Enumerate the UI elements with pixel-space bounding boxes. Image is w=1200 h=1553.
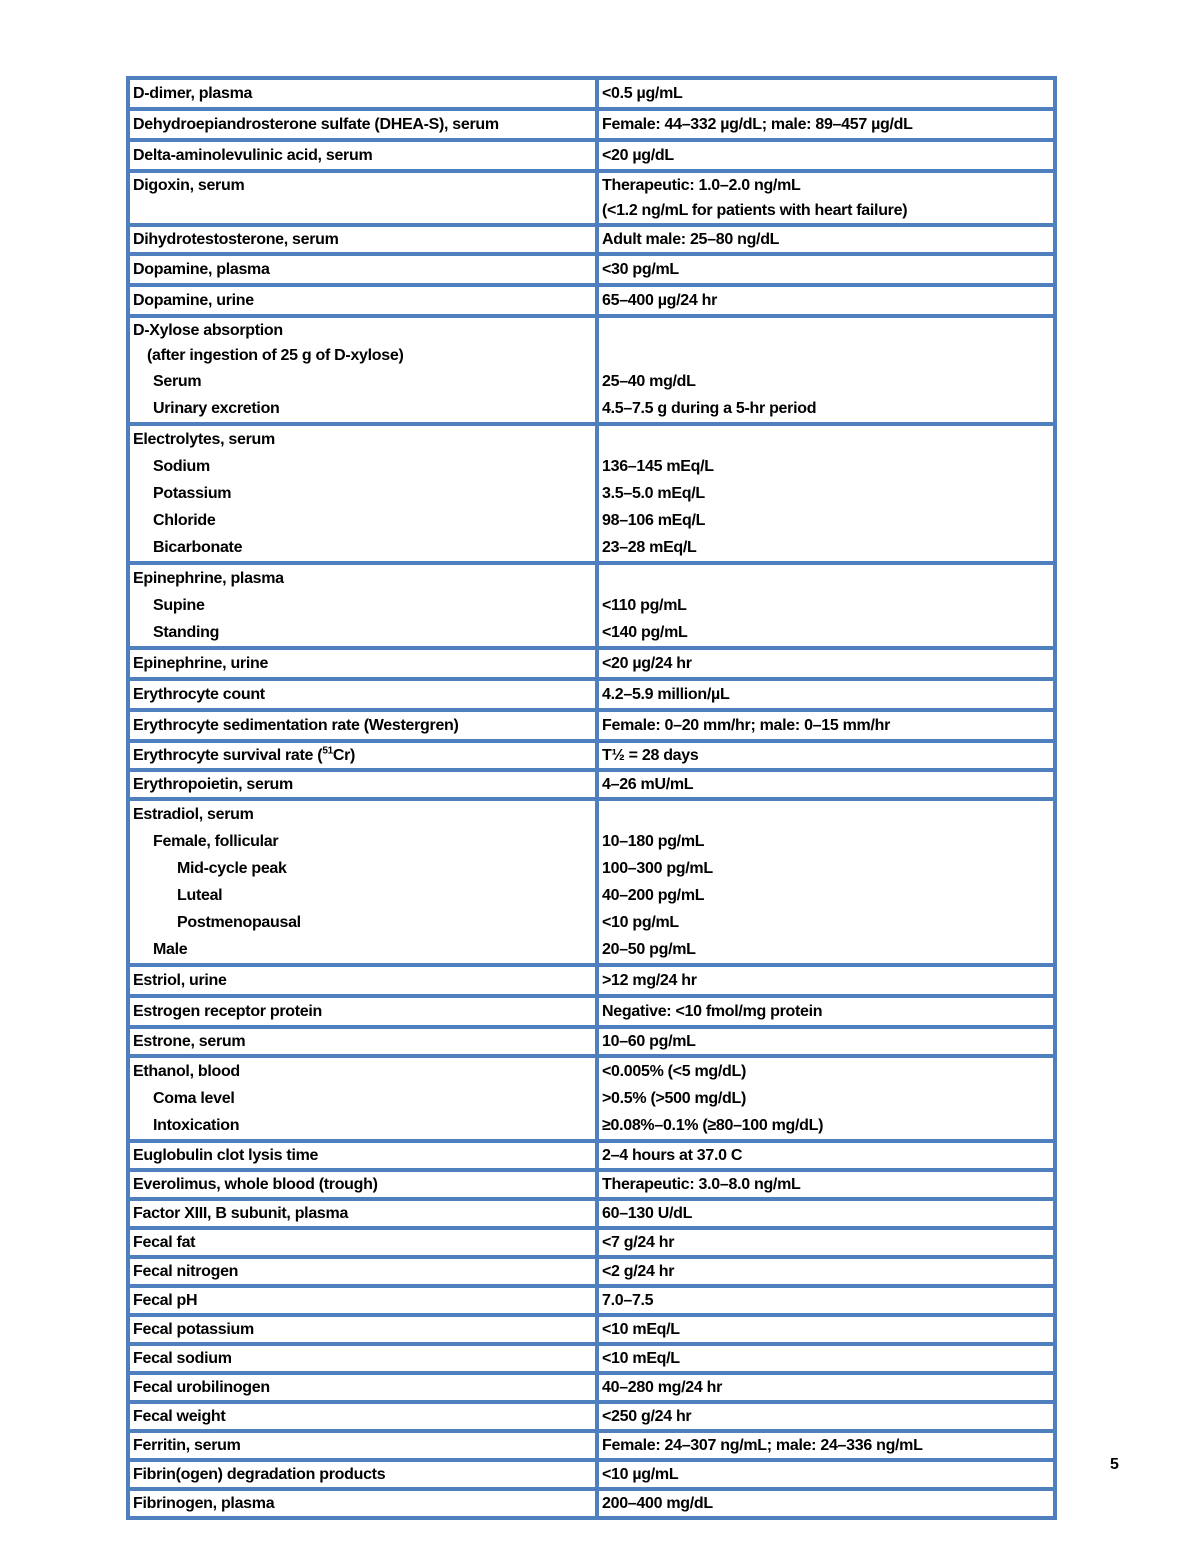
test-name-cell xyxy=(128,741,597,770)
reference-value xyxy=(602,801,1050,828)
sub-test-name: Mid-cycle peak xyxy=(177,860,287,877)
reference-value-cell xyxy=(597,424,1055,563)
table-row xyxy=(128,965,1055,996)
reference-value-cell xyxy=(597,78,1055,109)
table-row xyxy=(128,1199,1055,1228)
test-name-cell xyxy=(128,140,597,171)
reference-value: <10 mEq/L xyxy=(602,1321,680,1338)
reference-value-cell xyxy=(597,1286,1055,1315)
table-row xyxy=(128,140,1055,171)
test-name-cell xyxy=(128,1373,597,1402)
reference-value: Negative: <10 fmol/mg protein xyxy=(602,1003,823,1020)
reference-value-cell xyxy=(597,710,1055,741)
reference-value: Female: 0–20 mm/hr; male: 0–15 mm/hr xyxy=(602,717,891,734)
table-row xyxy=(128,254,1055,285)
reference-value: 23–28 mEq/L xyxy=(602,539,697,556)
reference-value: 4.5–7.5 g during a 5-hr period xyxy=(602,400,817,417)
reference-value-cell xyxy=(597,1315,1055,1344)
table-row xyxy=(128,78,1055,109)
test-name: Estrone, serum xyxy=(133,1033,246,1050)
reference-value-cell xyxy=(597,648,1055,679)
table-row xyxy=(128,1056,1055,1141)
reference-value: 65–400 µg/24 hr xyxy=(602,292,718,309)
test-name: Dopamine, plasma xyxy=(133,261,270,278)
test-name-cell xyxy=(128,78,597,109)
test-name-cell xyxy=(128,1431,597,1460)
reference-value: 136–145 mEq/L xyxy=(602,458,714,475)
test-name: Erythropoietin, serum xyxy=(133,776,293,793)
test-name: Dopamine, urine xyxy=(133,292,254,309)
test-name: Fibrinogen, plasma xyxy=(133,1495,275,1512)
reference-value: 3.5–5.0 mEq/L xyxy=(602,485,705,502)
table-row xyxy=(128,1460,1055,1489)
reference-value: 7.0–7.5 xyxy=(602,1292,654,1309)
test-name: Fecal potassium xyxy=(133,1321,254,1338)
reference-value: <20 µg/dL xyxy=(602,147,674,164)
test-name: Factor XIII, B subunit, plasma xyxy=(133,1205,349,1222)
test-name-cell xyxy=(128,710,597,741)
reference-value: ≥0.08%–0.1% (≥80–100 mg/dL) xyxy=(602,1117,824,1134)
test-name-cell xyxy=(128,424,597,563)
test-name: Fecal pH xyxy=(133,1292,198,1309)
test-name: Dehydroepiandrosterone sulfate (DHEA-S), serum xyxy=(133,116,499,133)
reference-value: <140 pg/mL xyxy=(602,624,688,641)
test-name-cell xyxy=(128,1056,597,1141)
reference-value-cell xyxy=(597,109,1055,140)
test-name: D-dimer, plasma xyxy=(133,85,253,102)
reference-value: <2 g/24 hr xyxy=(602,1263,675,1280)
test-name-cell xyxy=(128,109,597,140)
table-row xyxy=(128,1431,1055,1460)
reference-value: <7 g/24 hr xyxy=(602,1234,675,1251)
sub-test-name: Urinary excretion xyxy=(153,400,280,417)
test-name-cell xyxy=(128,1489,597,1518)
reference-value: 60–130 U/dL xyxy=(602,1205,693,1222)
test-name: Epinephrine, plasma xyxy=(133,570,284,587)
table-row xyxy=(128,1402,1055,1431)
lab-reference-table xyxy=(126,76,1057,1520)
reference-value: 20–50 pg/mL xyxy=(602,941,696,958)
reference-value: 100–300 pg/mL xyxy=(602,860,713,877)
reference-value: 40–200 pg/mL xyxy=(602,887,705,904)
reference-value-cell xyxy=(597,254,1055,285)
reference-value: 4–26 mU/mL xyxy=(602,776,694,793)
reference-value xyxy=(602,426,1050,453)
reference-value-cell xyxy=(597,285,1055,316)
sub-test-name: Serum xyxy=(153,373,202,390)
reference-value-cell xyxy=(597,1170,1055,1199)
test-name: Digoxin, serum xyxy=(133,177,245,194)
test-name: Ethanol, blood xyxy=(133,1063,240,1080)
table-row xyxy=(128,1141,1055,1170)
reference-value-cell xyxy=(597,1027,1055,1056)
reference-value: 4.2–5.9 million/µL xyxy=(602,686,730,703)
test-name: Fecal nitrogen xyxy=(133,1263,239,1280)
test-name-cell xyxy=(128,799,597,965)
reference-value: 40–280 mg/24 hr xyxy=(602,1379,723,1396)
test-name-cell xyxy=(128,1257,597,1286)
reference-value xyxy=(602,565,1050,592)
reference-value xyxy=(602,318,1050,343)
reference-value-cell xyxy=(597,316,1055,424)
test-name-continued xyxy=(133,198,592,223)
sub-test-name: Male xyxy=(153,941,188,958)
table-row xyxy=(128,996,1055,1027)
test-name: Fecal sodium xyxy=(133,1350,232,1367)
test-name: Euglobulin clot lysis time xyxy=(133,1147,319,1164)
sub-test-name: Luteal xyxy=(177,887,223,904)
test-name-cell xyxy=(128,1199,597,1228)
test-name: Estradiol, serum xyxy=(133,806,254,823)
test-name: Erythrocyte count xyxy=(133,686,265,703)
sub-test-name: Postmenopausal xyxy=(177,914,301,931)
test-name-cell xyxy=(128,1315,597,1344)
table-row xyxy=(128,563,1055,648)
sub-test-name: Potassium xyxy=(153,485,232,502)
test-name-cell xyxy=(128,1027,597,1056)
reference-value-cell xyxy=(597,1460,1055,1489)
sub-test-name: Coma level xyxy=(153,1090,235,1107)
reference-value-cell xyxy=(597,225,1055,254)
sub-test-name: Supine xyxy=(153,597,205,614)
table-row xyxy=(128,316,1055,424)
test-name: Fecal weight xyxy=(133,1408,226,1425)
reference-value: 10–180 pg/mL xyxy=(602,833,705,850)
reference-value-cell xyxy=(597,563,1055,648)
reference-value-cell xyxy=(597,1141,1055,1170)
test-name-cell xyxy=(128,1344,597,1373)
test-name-cell xyxy=(128,225,597,254)
table-row xyxy=(128,1027,1055,1056)
table-row xyxy=(128,648,1055,679)
test-name: Erythrocyte sedimentation rate (Westergren) xyxy=(133,717,459,734)
test-name-cell xyxy=(128,1141,597,1170)
test-name: Electrolytes, serum xyxy=(133,431,275,448)
table-row xyxy=(128,1257,1055,1286)
table-row xyxy=(128,1373,1055,1402)
test-name: Dihydrotestosterone, serum xyxy=(133,231,339,248)
test-name-cell xyxy=(128,285,597,316)
reference-value: 10–60 pg/mL xyxy=(602,1033,696,1050)
table-row xyxy=(128,171,1055,225)
reference-value-cell xyxy=(597,140,1055,171)
reference-value-cell xyxy=(597,1431,1055,1460)
test-name: Everolimus, whole blood (trough) xyxy=(133,1176,378,1193)
reference-value: <0.005% (<5 mg/dL) xyxy=(602,1063,746,1080)
sub-test-name: Bicarbonate xyxy=(153,539,243,556)
reference-value-cell xyxy=(597,1344,1055,1373)
test-name-cell xyxy=(128,679,597,710)
reference-value-cell xyxy=(597,679,1055,710)
reference-value: 25–40 mg/dL xyxy=(602,373,696,390)
table-row xyxy=(128,1315,1055,1344)
reference-value: <250 g/24 hr xyxy=(602,1408,692,1425)
test-name: Delta-aminolevulinic acid, serum xyxy=(133,147,373,164)
test-name-cell xyxy=(128,965,597,996)
table-row xyxy=(128,1228,1055,1257)
test-name-cell xyxy=(128,316,597,424)
reference-value xyxy=(602,343,1050,368)
table-row xyxy=(128,799,1055,965)
test-name: Estriol, urine xyxy=(133,972,227,989)
reference-value: Therapeutic: 1.0–2.0 ng/mL xyxy=(602,177,801,194)
table-row xyxy=(128,679,1055,710)
reference-value: <20 µg/24 hr xyxy=(602,655,692,672)
reference-value: <10 µg/mL xyxy=(602,1466,679,1483)
table-row xyxy=(128,285,1055,316)
reference-value-cell xyxy=(597,171,1055,225)
table-row xyxy=(128,1170,1055,1199)
reference-value-note: (<1.2 ng/mL for patients with heart failure) xyxy=(602,202,908,219)
sub-test-name: Female, follicular xyxy=(153,833,279,850)
table-row xyxy=(128,710,1055,741)
test-name: Fecal fat xyxy=(133,1234,196,1251)
reference-value: Female: 24–307 ng/mL; male: 24–336 ng/mL xyxy=(602,1437,923,1454)
reference-value-cell xyxy=(597,1257,1055,1286)
test-name-cell xyxy=(128,1460,597,1489)
table-row xyxy=(128,109,1055,140)
test-name-cell xyxy=(128,996,597,1027)
reference-value: <30 pg/mL xyxy=(602,261,679,278)
test-name: Epinephrine, urine xyxy=(133,655,269,672)
test-name-cell xyxy=(128,254,597,285)
reference-value: 200–400 mg/dL xyxy=(602,1495,713,1512)
table-row xyxy=(128,1489,1055,1518)
test-name-cell xyxy=(128,1402,597,1431)
reference-value: >0.5% (>500 mg/dL) xyxy=(602,1090,746,1107)
reference-value: Therapeutic: 3.0–8.0 ng/mL xyxy=(602,1176,801,1193)
test-name: Estrogen receptor protein xyxy=(133,1003,322,1020)
sub-test-name: Standing xyxy=(153,624,220,641)
reference-value-cell xyxy=(597,996,1055,1027)
reference-value: 98–106 mEq/L xyxy=(602,512,706,529)
test-name-cell xyxy=(128,1170,597,1199)
reference-value: <10 mEq/L xyxy=(602,1350,680,1367)
test-name-cell xyxy=(128,1228,597,1257)
reference-value: <0.5 µg/mL xyxy=(602,85,683,102)
reference-value-cell xyxy=(597,1402,1055,1431)
reference-value-cell xyxy=(597,799,1055,965)
reference-value-cell xyxy=(597,1228,1055,1257)
reference-value: T½ = 28 days xyxy=(602,747,699,764)
reference-value-cell xyxy=(597,770,1055,799)
reference-value: Adult male: 25–80 ng/dL xyxy=(602,231,780,248)
reference-value-cell xyxy=(597,1199,1055,1228)
reference-value: <110 pg/mL xyxy=(602,597,687,614)
test-name-cell xyxy=(128,1286,597,1315)
test-name: Ferritin, serum xyxy=(133,1437,241,1454)
isotope-mass-number: 51 xyxy=(322,745,333,757)
test-name-cell xyxy=(128,770,597,799)
reference-value: >12 mg/24 hr xyxy=(602,972,697,989)
table-row xyxy=(128,1344,1055,1373)
test-name: Fibrin(ogen) degradation products xyxy=(133,1466,386,1483)
reference-values-sheet xyxy=(126,76,1057,1520)
reference-value-cell xyxy=(597,965,1055,996)
reference-value-cell xyxy=(597,1056,1055,1141)
test-name: Erythrocyte survival rate ($^{51}$Cr) xyxy=(133,745,356,764)
reference-value-cell xyxy=(597,741,1055,770)
test-name-cell xyxy=(128,171,597,225)
reference-value: 2–4 hours at 37.0 C xyxy=(602,1147,743,1164)
table-row xyxy=(128,1286,1055,1315)
reference-value-cell xyxy=(597,1373,1055,1402)
test-name-cell xyxy=(128,563,597,648)
test-condition: (after ingestion of 25 g of D-xylose) xyxy=(147,347,404,364)
table-row xyxy=(128,225,1055,254)
table-row xyxy=(128,424,1055,563)
test-name: D-Xylose absorption xyxy=(133,322,283,339)
test-name-cell xyxy=(128,648,597,679)
table-row xyxy=(128,770,1055,799)
reference-value: Female: 44–332 µg/dL; male: 89–457 µg/dL xyxy=(602,116,913,133)
reference-value: <10 pg/mL xyxy=(602,914,679,931)
sub-test-name: Sodium xyxy=(153,458,210,475)
test-name: Fecal urobilinogen xyxy=(133,1379,270,1396)
table-row xyxy=(128,741,1055,770)
sub-test-name: Chloride xyxy=(153,512,216,529)
sub-test-name: Intoxication xyxy=(153,1117,240,1134)
reference-value-cell xyxy=(597,1489,1055,1518)
page-number: 5 xyxy=(1110,1456,1119,1473)
